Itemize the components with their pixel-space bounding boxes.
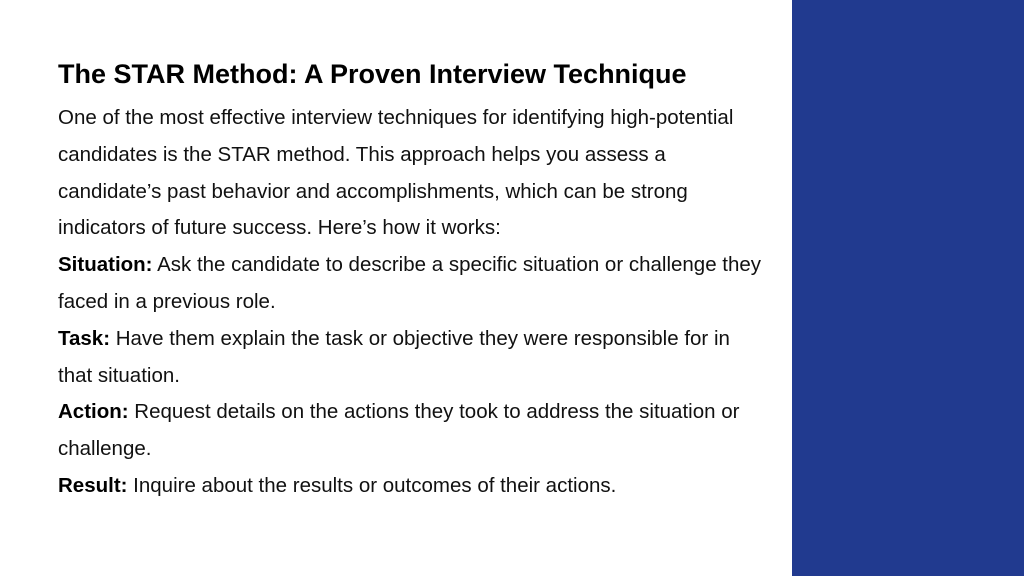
body-text [58, 100, 768, 505]
step-situation [58, 247, 768, 321]
step-label: Task: [58, 326, 111, 350]
content-area [58, 56, 768, 505]
slide-title: The STAR Method: A Proven Interview Technique [58, 59, 687, 89]
step-text: Inquire about the results or outcomes of their actions. [127, 473, 617, 497]
step-text: Have them explain the task or objective they were responsible for in that situation. [58, 326, 730, 387]
step-text: Ask the candidate to describe a specific situation or challenge they faced in a previous role. [58, 253, 762, 313]
accent-panel [792, 0, 1024, 576]
step-label: Situation: [58, 253, 153, 277]
step-action [58, 394, 768, 468]
step-result [58, 468, 768, 505]
step-task [58, 321, 768, 395]
intro-paragraph: One of the most effective interview techniques for identifying high-potential candidates is the STAR method. This approach helps you assess a candidate’s past behavior and accomplishments, which can be strong indicators of future success. Here’s how it works: [58, 106, 734, 240]
step-text: Request details on the actions they took to address the situation or challenge. [58, 400, 740, 461]
step-label: Result: [58, 473, 128, 497]
step-label: Action: [58, 400, 129, 424]
